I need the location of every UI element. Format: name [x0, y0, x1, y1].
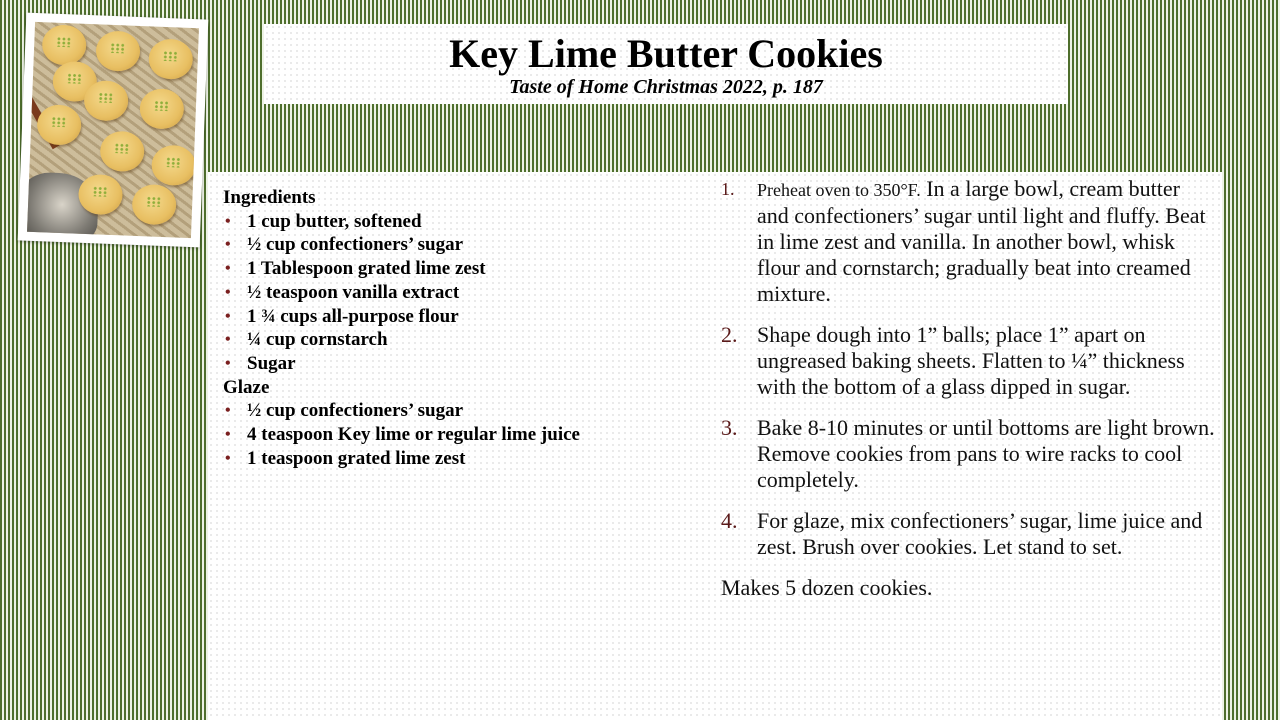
step-lead: Preheat oven to 350°F.	[757, 180, 921, 200]
ingredient-item: • 1 ¾ cups all-purpose flour	[225, 305, 459, 327]
ingredient-item: • ¼ cup cornstarch	[225, 329, 388, 351]
cookie-photo-frame	[18, 13, 209, 248]
direction-step-1	[721, 176, 1216, 307]
bullet-icon: •	[225, 236, 231, 254]
cookie-image	[78, 174, 124, 216]
ingredients-section	[223, 186, 703, 470]
direction-step-2	[721, 322, 1216, 400]
ingredients-list	[223, 210, 703, 376]
cookie-image	[151, 145, 197, 187]
recipe-source: Taste of Home Christmas 2022, p. 187	[509, 76, 823, 98]
ingredient-item: • 1 cup butter, softened	[225, 210, 422, 232]
cookie-image	[36, 104, 82, 146]
step-number: 3.	[721, 415, 738, 440]
cookie-image	[99, 131, 145, 173]
step-text: In a large bowl, cream butter and confectioners’ sugar until light and fluffy. Beat in lime zest and vanilla. In another bowl, whisk flour and cornstarch; gradually beat into creamed mixture.	[757, 176, 1206, 306]
bullet-icon: •	[225, 449, 231, 467]
cookie-image	[139, 88, 185, 130]
step-number: 1.	[721, 179, 735, 199]
bullet-icon: •	[225, 307, 231, 325]
bullet-icon: •	[225, 283, 231, 301]
ingredient-item: • 1 Tablespoon grated lime zest	[225, 258, 486, 280]
cookie-image	[41, 24, 87, 66]
direction-step-3	[721, 415, 1216, 493]
glaze-item: • 1 teaspoon grated lime zest	[225, 447, 466, 469]
cookies-photo	[27, 22, 199, 238]
ingredient-item: • ½ teaspoon vanilla extract	[225, 281, 460, 303]
glaze-item: • ½ cup confectioners’ sugar	[225, 400, 464, 422]
cookie-image	[131, 184, 177, 226]
bullet-icon: •	[225, 331, 231, 349]
bullet-icon: •	[225, 426, 231, 444]
ingredient-item: • ½ cup confectioners’ sugar	[225, 234, 464, 256]
step-number: 2.	[721, 322, 738, 347]
title-box	[264, 24, 1068, 104]
recipe-content	[208, 172, 1222, 720]
glaze-heading: Glaze	[223, 376, 270, 398]
step-text: Bake 8-10 minutes or until bottoms are light brown. Remove cookies from pans to wire racks to cool completely.	[757, 415, 1215, 492]
glaze-item: • 4 teaspoon Key lime or regular lime juice	[225, 424, 580, 446]
bullet-icon: •	[225, 402, 231, 420]
bullet-icon: •	[225, 354, 231, 372]
glaze-list	[223, 399, 703, 470]
step-text: Shape dough into 1” balls; place 1” apart on ungreased baking sheets. Flatten to ¼” thickness with the bottom of a glass dipped in sugar.	[757, 322, 1185, 399]
step-number: 4.	[721, 508, 738, 533]
cookie-image	[148, 38, 194, 80]
recipe-yield: Makes 5 dozen cookies.	[721, 575, 933, 600]
ingredients-heading: Ingredients	[223, 187, 316, 208]
bullet-icon: •	[225, 212, 231, 230]
directions-section	[721, 176, 1216, 601]
ingredient-item: • Sugar	[225, 352, 296, 374]
direction-step-4	[721, 508, 1216, 560]
bullet-icon: •	[225, 260, 231, 278]
cookie-image	[95, 30, 141, 72]
page-title: Key Lime Butter Cookies	[449, 31, 883, 76]
cookie-image	[83, 80, 129, 122]
step-text: For glaze, mix confectioners’ sugar, lime juice and zest. Brush over cookies. Let stand to set.	[757, 508, 1203, 559]
